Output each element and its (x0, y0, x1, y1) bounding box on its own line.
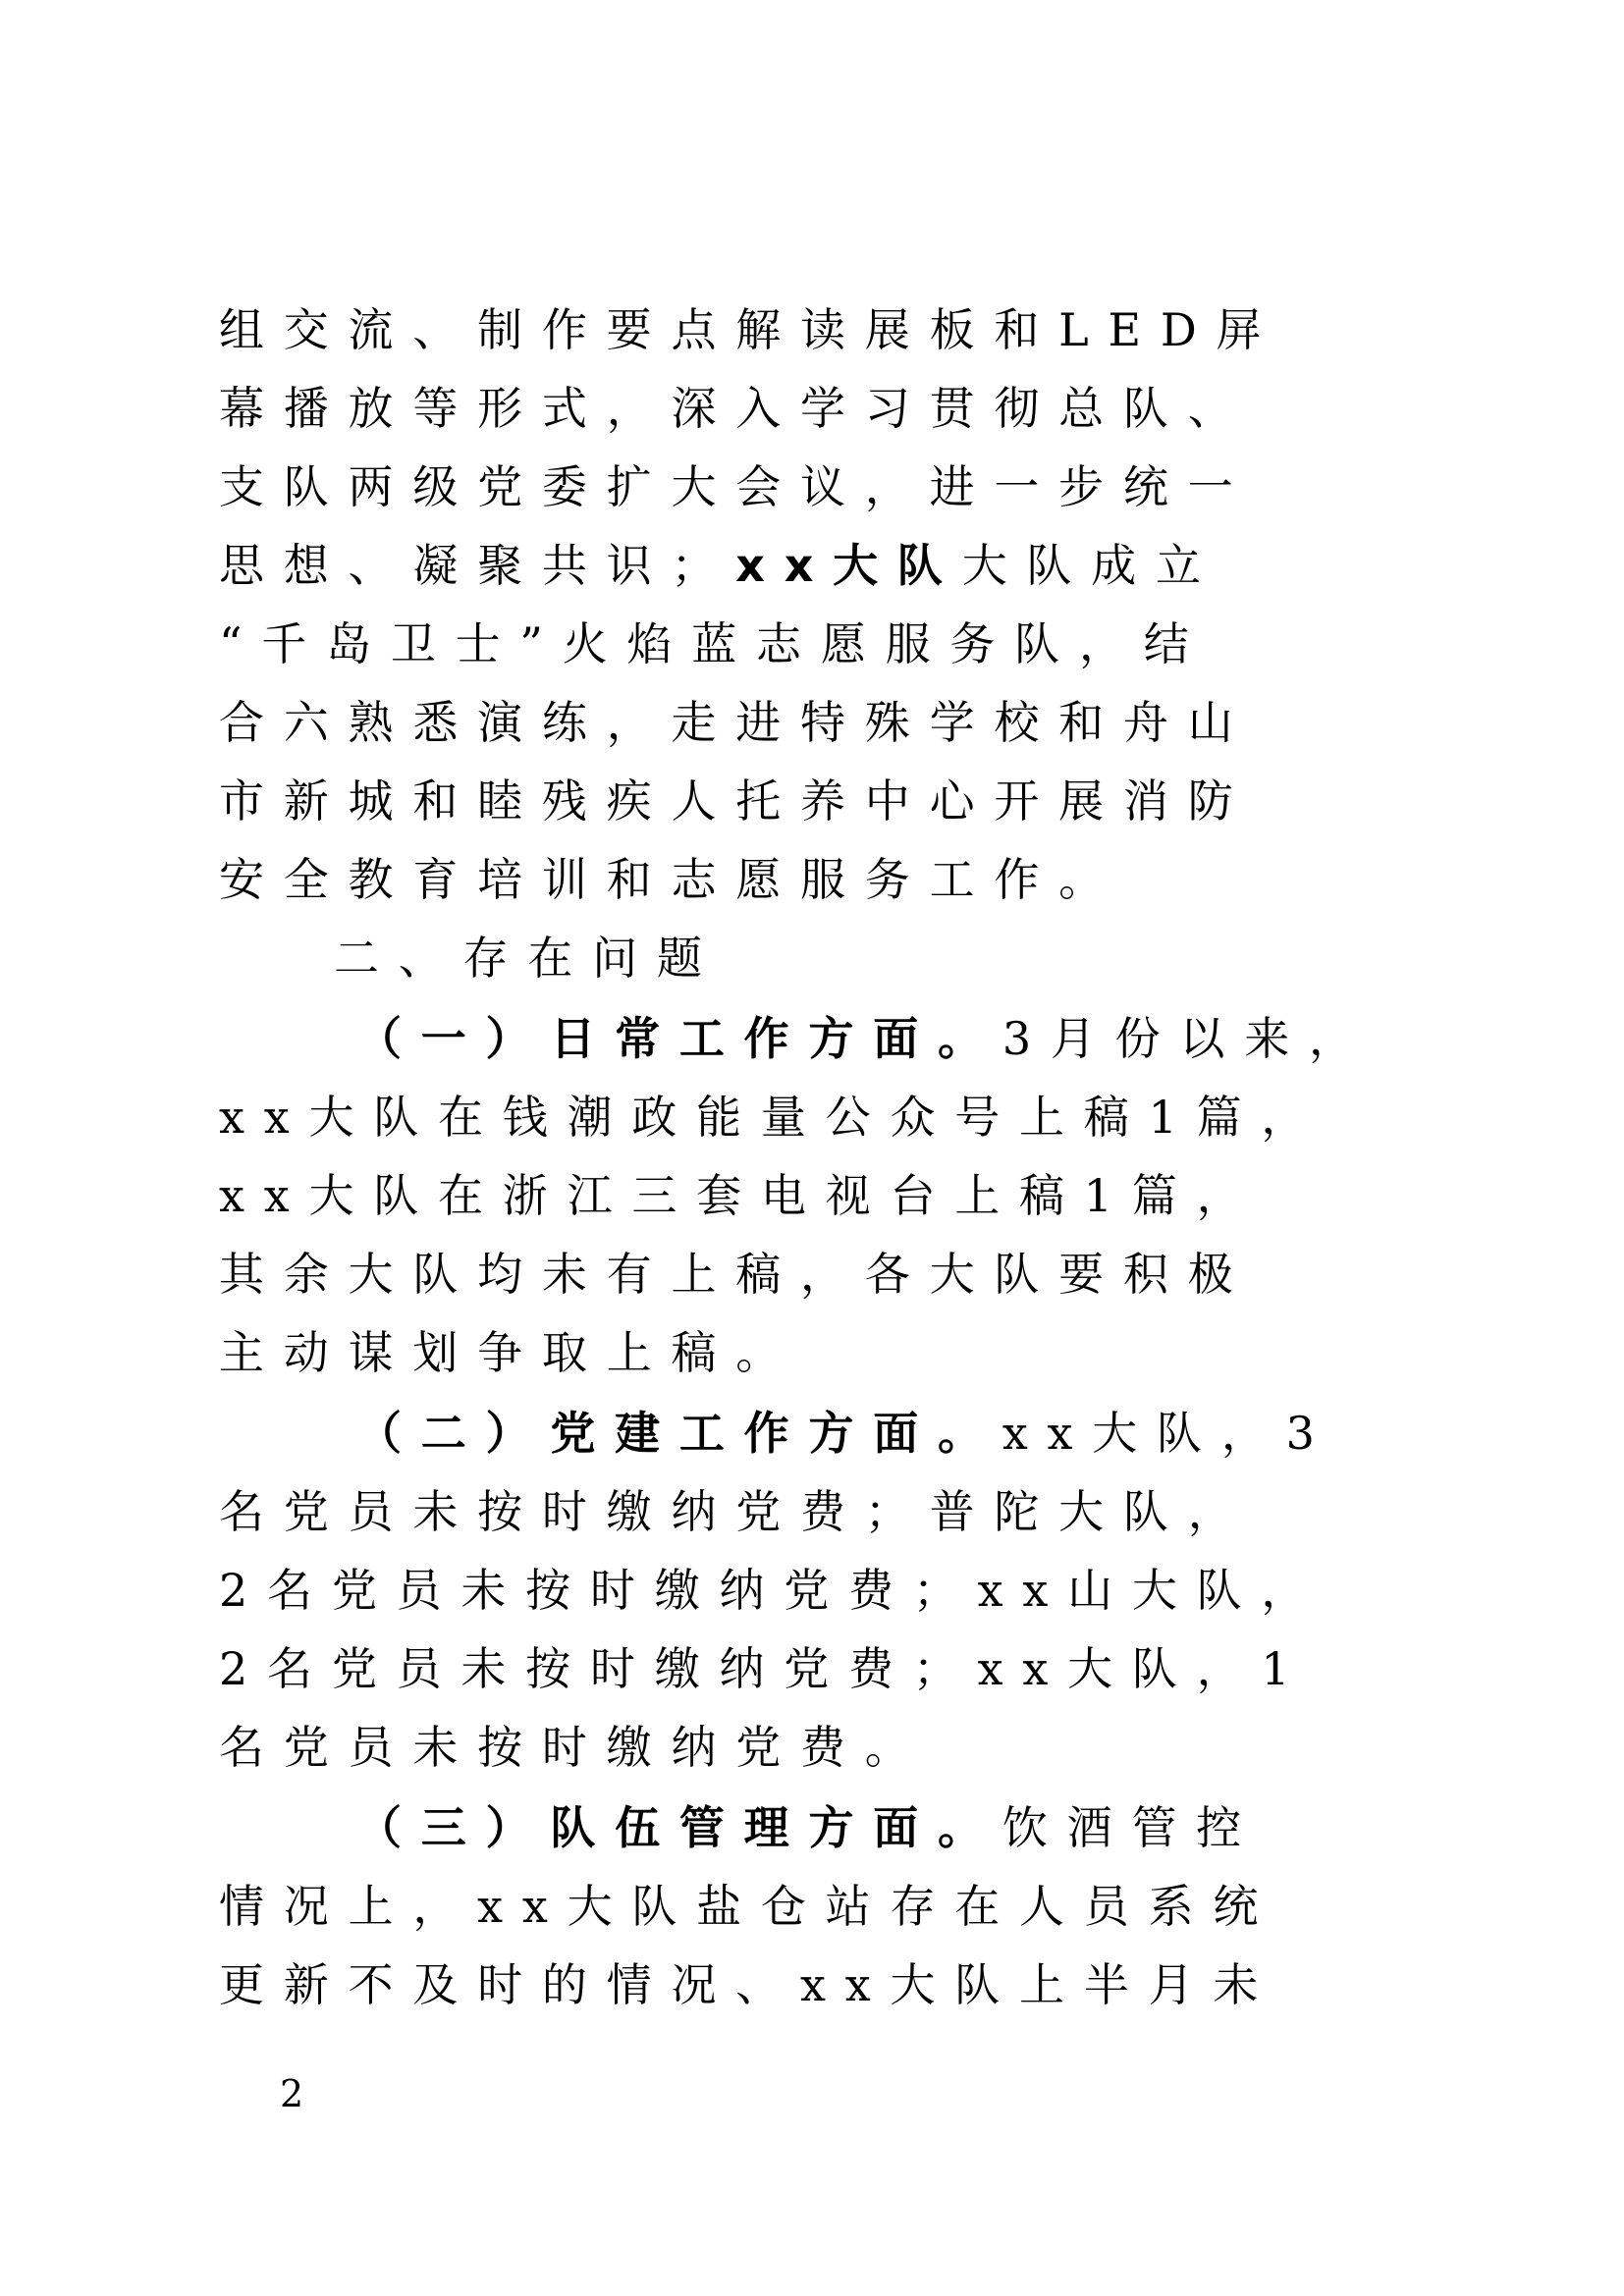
text-run: 2名党员未按时缴纳党费；xx大队，1 (219, 1642, 1310, 1695)
body-line (219, 1317, 1399, 1388)
subheading-run: （一）日常工作方面。 (356, 1012, 1002, 1065)
text-run: 3月份以来， (1001, 1012, 1374, 1065)
text-run: 更新不及时的情况、xx大队上半月未 (219, 1958, 1278, 2011)
text-run: 市新城和睦残疾人托养中心开展消防 (219, 774, 1253, 828)
body-line (219, 530, 1399, 601)
page-number: 2 (280, 2072, 304, 2115)
text-run: 主动谋划争取上稿。 (219, 1326, 801, 1379)
text-run: 组交流、制作要点解读展板和LED屏 (219, 303, 1281, 356)
body-line (219, 687, 1399, 758)
body-line (219, 373, 1399, 444)
body-line (219, 1476, 1399, 1547)
body-line (219, 844, 1399, 915)
text-run: 2名党员未按时缴纳党费；xx山大队， (219, 1564, 1326, 1617)
body-line (219, 294, 1399, 365)
text-run: 幕播放等形式，深入学习贯彻总队、 (219, 382, 1253, 435)
body-line (219, 1871, 1399, 1942)
subsection-line (356, 1792, 1399, 1863)
body-line (219, 1633, 1399, 1704)
body-line (219, 609, 1399, 679)
body-line (219, 1555, 1399, 1626)
text-run: 名党员未按时缴纳党费；普陀大队， (219, 1485, 1253, 1538)
body-line (219, 452, 1399, 522)
subsection-line (356, 1003, 1399, 1074)
body-line (219, 1082, 1399, 1152)
text-run: 饮酒管控 (1001, 1801, 1261, 1854)
text-run: xx大队，3 (1001, 1407, 1334, 1460)
text-run: 合六熟悉演练，走进特殊学校和舟山 (219, 696, 1253, 749)
text-run: 名党员未按时缴纳党费。 (219, 1721, 930, 1774)
heading-text: 二、存在问题 (334, 932, 722, 985)
body-line (219, 766, 1399, 836)
text-run: 大队成立 (961, 539, 1220, 592)
text-run: 支队两级党委扩大会议，进一步统一 (219, 460, 1253, 513)
body-line (219, 1712, 1399, 1783)
body-line (219, 1949, 1399, 2020)
body-line (219, 1239, 1399, 1309)
subheading-run: （三）队伍管理方面。 (356, 1801, 1002, 1854)
bold-run: xx大队 (735, 539, 962, 592)
subheading-run: （二）党建工作方面。 (356, 1407, 1002, 1460)
text-run: 安全教育培训和志愿服务工作。 (219, 853, 1123, 906)
text-run: 思想、凝聚共识； (219, 539, 736, 592)
text-run: 其余大队均未有上稿，各大队要积极 (219, 1248, 1253, 1301)
text-run: xx大队在浙江三套电视台上稿1篇， (219, 1169, 1262, 1222)
subsection-line (356, 1398, 1399, 1468)
text-run: “千岛卫士”火焰蓝志愿服务队，结 (219, 617, 1209, 670)
text-run: 情况上，xx大队盐仓站存在人员系统 (219, 1880, 1278, 1933)
text-run: xx大队在钱潮政能量公众号上稿1篇， (219, 1091, 1326, 1144)
section-heading (334, 923, 1399, 993)
body-line (219, 1160, 1399, 1231)
